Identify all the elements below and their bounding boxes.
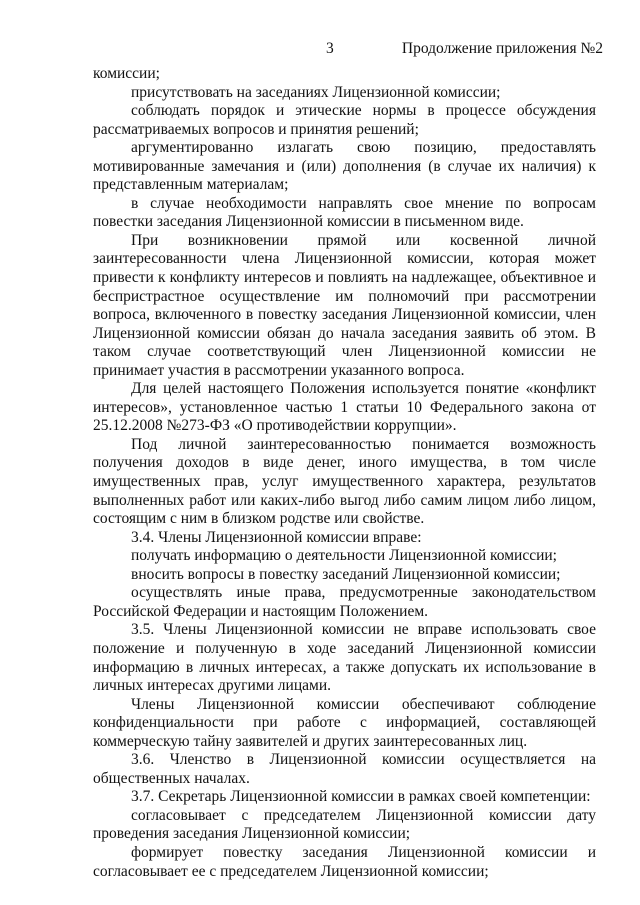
paragraph: Под личной заинтересованностью понимается возможность получения доходов в виде денег, иного имущества, в том числе имущественных прав, услуг имущественного характера, результатов выполненных работ или каких-либо выгод либо самим лицом либо лицом, состоящим с ним в близком родстве или свойстве. bbox=[93, 435, 596, 528]
paragraph: Для целей настоящего Положения используется понятие «конфликт интересов», установленное частью 1 статьи 10 Федерального закона от 25.12.2008 №273-ФЗ «О противодействии коррупции». bbox=[93, 380, 596, 435]
document-body bbox=[93, 65, 596, 881]
paragraph: 3.7. Секретарь Лицензионной комиссии в рамках своей компетенции: bbox=[131, 788, 591, 806]
paragraph: аргументированно излагать свою позицию, предоставлять мотивированные замечания и (или) дополнения (в случае их наличия) к представленным материалам; bbox=[93, 139, 596, 194]
paragraph: 3.5. Члены Лицензионной комиссии не вправе использовать свое положение и полученную в ходе заседаний Лицензионной комиссии информацию в личных интересах, а также допускать их использование в личных интересах другими лицами. bbox=[93, 621, 596, 695]
paragraph: формирует повестку заседания Лицензионной комиссии и согласовывает ее с председателем Лицензионной комиссии; bbox=[93, 843, 596, 880]
paragraph: 3.4. Члены Лицензионной комиссии вправе: bbox=[131, 528, 422, 546]
paragraph: Члены Лицензионной комиссии обеспечивают соблюдение конфиденциальности при работе с информацией, составляющей коммерческую тайну заявителей и других заинтересованных лиц. bbox=[93, 695, 596, 750]
paragraph: вносить вопросы в повестку заседаний Лицензионной комиссии; bbox=[131, 565, 561, 583]
paragraph: При возникновении прямой или косвенной личной заинтересованности члена Лицензионной комиссии, которая может привести к конфликту интересов и повлиять на надлежащее, объективное и беспристрастное осуществление им полномочий при рассмотрении вопроса, включенного в повестку заседания Лицензионной комиссии, член Лицензионной комиссии обязан до начала заседания заявить об этом. В таком случае соответствующий член Лицензионной комиссии не принимает участия в рассмотрении указанного вопроса. bbox=[93, 231, 596, 379]
paragraph: соблюдать порядок и этические нормы в процессе обсуждения рассматриваемых вопросов и принятия решений; bbox=[93, 102, 596, 138]
paragraph: согласовывает с председателем Лицензионной комиссии дату проведения заседания Лицензионной комиссии; bbox=[93, 806, 596, 843]
paragraph: в случае необходимости направлять свое мнение по вопросам повестки заседания Лицензионной комиссии в письменном виде. bbox=[93, 194, 596, 231]
paragraph: 3.6. Членство в Лицензионной комиссии осуществляется на общественных началах. bbox=[93, 751, 596, 787]
paragraph: осуществлять иные права, предусмотренные законодательством Российской Федерации и настоящим Положением. bbox=[93, 584, 596, 620]
paragraph: присутствовать на заседаниях Лицензионной комиссии; bbox=[131, 83, 501, 101]
page-header-title: Продолжение приложения №2 bbox=[401, 40, 603, 57]
paragraph: комиссии; bbox=[93, 65, 160, 82]
page-number: 3 bbox=[326, 40, 334, 57]
paragraph: получать информацию о деятельности Лицензионной комиссии; bbox=[131, 547, 557, 565]
